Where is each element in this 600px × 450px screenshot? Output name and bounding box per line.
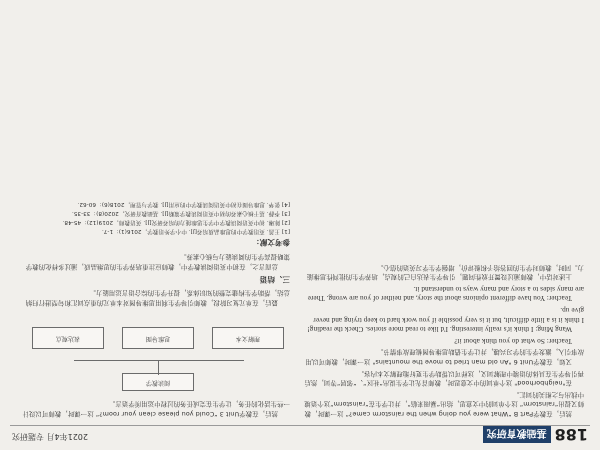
reference-item: [1] 王蔷. 英语教学中的思维品质培养[J]. 中小学外语教学，2016(1)：1-7. [101, 228, 290, 235]
figure-left-node: 理解文本 [212, 327, 284, 349]
figure-center-node: 思维导图 [122, 327, 194, 349]
section-heading: 三、结语 [259, 274, 290, 284]
reference-item: [2] 陈琳. 初中英语阅读教学中学生思维能力的培养研究[J]. 英语教师，2019(12)：45-48. [62, 219, 290, 226]
figure-top-node: 阅读教学 [122, 373, 194, 391]
paragraph: 总而言之，在初中英语阅读教学中，教师应注重培养学生的思维品质，通过多样化的教学策略提高学生的阅读能力与核心素养。 [25, 253, 290, 272]
page-number: 188 [554, 425, 588, 444]
section-label: 2021年4月 专题研究 [12, 432, 88, 441]
header-rule [10, 425, 590, 426]
dialogue-line: Wang Ming: I think it's really interesting. I'd like to read more stories. Check the reading! I think it is a little difficult, but it is very possible if you work hard to keep trying and never give up. [307, 306, 584, 334]
page-header [483, 425, 588, 444]
references-title: 参考文献： [252, 237, 290, 247]
paragraph: 上述对话中，教师通过设置开放性问题，引导学生表达自己的观点，培养学生的批判性思维能力。同时，教师对学生的回答给予积极评价，增强学生学习英语的信心。 [306, 263, 584, 282]
figure-right-node: 表达观点 [32, 327, 104, 349]
dialogue-line: Teacher: So what do you think about it? [454, 336, 572, 345]
right-column [20, 199, 290, 418]
paragraph: 然后，在教学Unit 3 “Could you please clean your room?” 这一课时，教师可以设计一些生活化的任务，让学生在完成任务的过程中运用所学语言。 [22, 400, 290, 418]
paragraph: 又如，在教学Unit 6 "An old man tried to move the mountains" 这一课时，教师可以用故事引入，激发学生的学习兴趣，并让学生借助思维导图梳理故事情节。 [305, 348, 584, 367]
figure-connector [74, 360, 244, 361]
paragraph: 最后，在单元复习阶段，教师引导学生利用思维导图对本单元的重点词汇和句型进行归纳总结，帮助学生构建完整的知识体系，提升学生的综合语言运用能力。 [25, 289, 290, 307]
journal-brand: 基础教育研究 [483, 426, 551, 443]
left-column [304, 260, 584, 418]
paragraph: 在"neighborhood" 这个单词的中文意思时，教师首先让学生说出“社区”、“邻居”等词，然后再引导学生在具体的语境中理解词义，这样可以帮助学生更好地理解文本内容。 [304, 369, 584, 388]
reference-item: [4] 张华. 思维导图在初中英语阅读教学中的应用[J]. 教学与管理，2018(6)：60-62. [77, 201, 290, 208]
reference-item: [3] 李静. 基于核心素养的初中英语阅读教学策略[J]. 基础教育研究，2020(8)：33-35. [71, 210, 290, 217]
dialogue-line: Teacher: You have different opinions about the story, and neither of you are wrong. There are many sides to a story and many ways to understand it. [307, 284, 584, 303]
mind-map-figure [34, 313, 284, 393]
paragraph: 然后，在教学Part B “What were you doing when the rainstorm came?” 这一课时，教师又提出“rainstorm” 这个单词的中文意思，给出“暴雨来临”，并让学生在“rainstorm”这个语境中找出与之相关的词汇。 [304, 390, 584, 418]
figure-connector [158, 361, 159, 375]
